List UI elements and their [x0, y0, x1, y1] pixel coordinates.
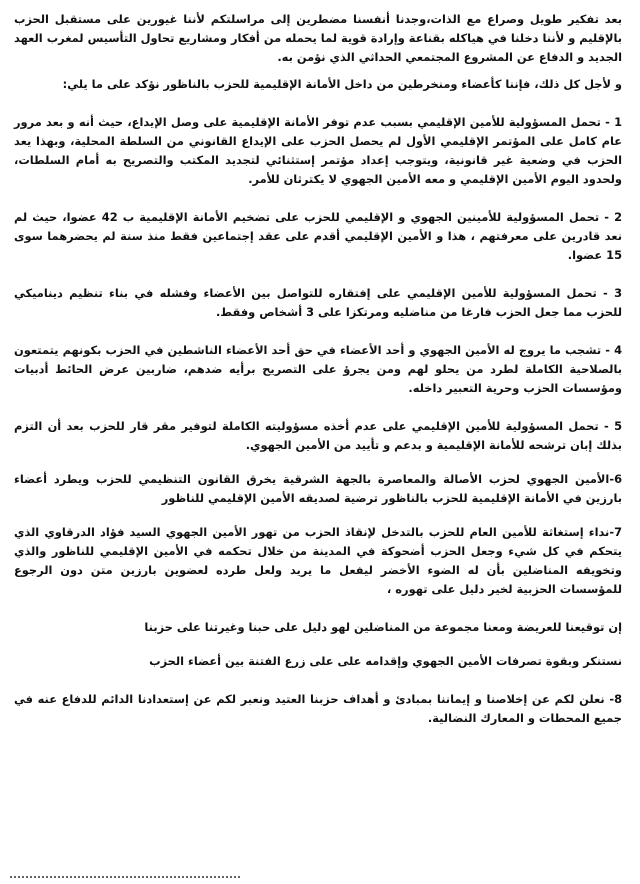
item-1: 1 - تحمل المسؤولية للأمين الإقليمي بسبب عدم توفر الأمانة الإقليمية على وصل الإيداع، حيث أنه و بعد مرور عام كامل على المؤتمر الإقليمي الأول لم يحصل الحزب على الإيداع القانوني من السلطة المحلية، وبهذا يعد الحزب في وضعية غير قانونية، ويتوجب إعداد مؤتمر إستثنائي لتجديد المكتب والتصريح به أمام السلطات، ولحدود اليوم الأمين الإقليمي و معه الأمين الجهوي لا يكترثان للأمر. — [14, 115, 622, 186]
petition-signature-line: إن توقيعنا للعريضة ومعنا مجموعة من المناضلين لهو دليل على حبنا وغيرتنا على حزبنا — [144, 620, 622, 634]
condemnation-line: نستنكر وبقوة تصرفات الأمين الجهوي وإقدامه على على زرع الفتنة بين أعضاء الحزب — [149, 654, 622, 668]
intro-statement: و لأجل كل ذلك، فإننا كأعضاء ومنخرطين من داخل الأمانة الإقليمية للحزب بالناظور نؤكد على ما يلي: — [62, 77, 622, 91]
cut-off-text-line — [10, 876, 240, 884]
item-4: 4 - تشجب ما يروج له الأمين الجهوي و أحد الأعضاء في حق أحد الأعضاء الناشطين في الحزب بكونهم يتمتعون بالصلاحية الكاملة لطرد من يحلو لهم ومن يجرؤ على التصريح برأيه ضدهم، ضاربين عرض الحائط أدبيات ومؤسسات الحزب وحرية التعبير داخله. — [14, 343, 622, 395]
item-3: 3 - تحمل المسؤولية للأمين الإقليمي على إفتقاره للتواصل بين الأعضاء وفشله في بناء تنظيم ديناميكي للحزب مما جعل الحزب فارغا من مناضليه ومرتكزا على 3 أشخاص وفقط. — [14, 286, 622, 319]
intro-paragraph: بعد تفكير طويل وصراع مع الذات،وجدنا أنفسنا مضطرين إلى مراسلتكم لأننا غيورين على مستقبل الحزب بالإقليم و لأننا دخلنا في هياكله بقناعة وإرادة قوية لما يحمله من أفكار ومشاريع تحاول التأسيس لمغرب العهد الجديد و الدفاع عن المشروع المجتمعي الحداثي الذي نؤمن به. — [14, 12, 622, 64]
item-5: 5 - تحمل المسؤولية للأمين الإقليمي على عدم أخذه مسؤوليته الكاملة لتوفير مقر قار للحزب بعد أن التزم بذلك إبان ترشحه للأمانة الإقليمية و بدعم و تأييد من الأمين الجهوي. — [14, 419, 622, 452]
item-2: 2 - تحمل المسؤولية للأمينين الجهوي و الإقليمي للحزب على تضخيم الأمانة الإقليمية ب 42 عضوا، حيث لم نعد قادرين على معرفتهم ، هذا و الأمين الإقليمي أقدم على عقد إجتماعين فقط منذ سنة لم يحضرهما سوى 15 عضوا. — [14, 210, 622, 262]
item-8: 8- نعلن لكم عن إخلاصنا و إيماننا بمبادئ و أهداف حزبنا العتيد ونعبر لكم عن إستعدادنا الدائم للدفاع عنه في جميع المحطات و المعارك النضالية. — [14, 692, 622, 725]
item-7: 7-نداء إستغاثة للأمين العام للحزب بالتدخل لإنقاذ الحزب من تهور الأمين الجهوي السيد فؤاد الدرقاوي الذي يتحكم في كل شيء وجعل الحزب أضحوكة في المدينة من خلال تحكمه في الأمين الإقليمي للناظور والذي وتخويفه المناضلين بأن له الضوء الأخضر ليفعل ما يريد ولعل طرده لعضوين بارزين متن دون الرجوع للمؤسسات الحزبية لخير دليل على تهوره ، — [14, 525, 622, 596]
item-6: 6-الأمين الجهوي لحزب الأصالة والمعاصرة بالجهة الشرقية يخرق القانون التنظيمي للحزب ويطرد أعضاء بارزين في الأمانة الإقليمية للحزب بالناظور ترضية لصديقه الأمين الإقليمي للناظور — [14, 472, 622, 505]
